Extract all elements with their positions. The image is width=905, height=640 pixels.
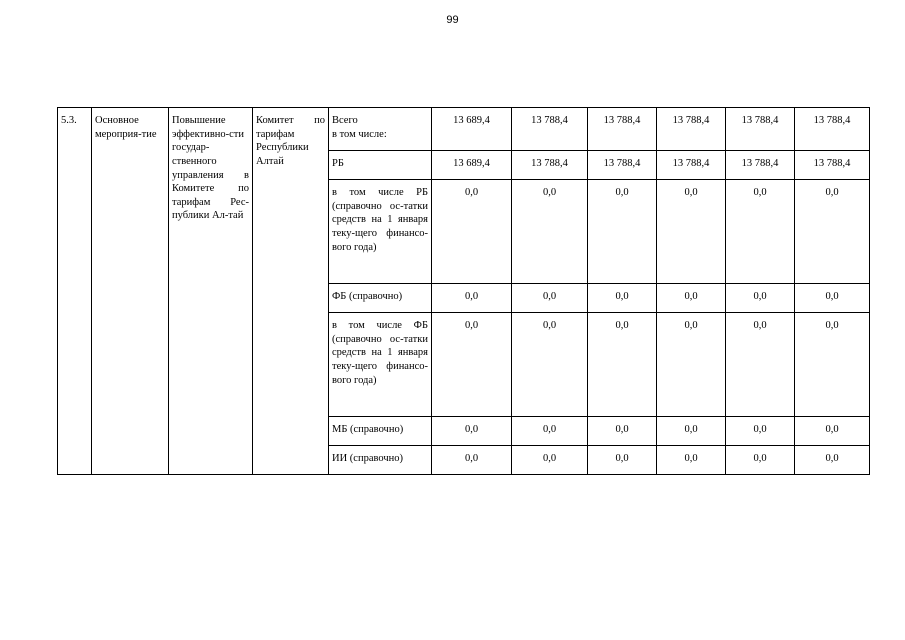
amount-cell bbox=[795, 284, 870, 313]
amount-cell bbox=[795, 151, 870, 180]
measure-type: Основное мероприя-тие bbox=[95, 115, 157, 140]
amount-cell bbox=[432, 417, 512, 446]
amount-value: 0,0 bbox=[615, 320, 629, 331]
amount-value: 0,0 bbox=[542, 320, 557, 331]
source-label: РБ bbox=[332, 158, 344, 169]
amount-value: 0,0 bbox=[542, 187, 557, 198]
amount-cell bbox=[726, 417, 795, 446]
amount-value: 13 788,4 bbox=[741, 115, 779, 126]
executor-cell bbox=[253, 108, 329, 475]
source-cell bbox=[329, 313, 432, 417]
amount-cell bbox=[512, 417, 588, 446]
amount-cell bbox=[432, 151, 512, 180]
amount-cell bbox=[512, 180, 588, 284]
amount-value: 13 788,4 bbox=[813, 115, 851, 126]
amount-value: 0,0 bbox=[753, 453, 767, 464]
amount-value: 0,0 bbox=[464, 453, 479, 464]
amount-value: 0,0 bbox=[684, 453, 698, 464]
amount-value: 0,0 bbox=[825, 187, 839, 198]
amount-value: 0,0 bbox=[825, 320, 839, 331]
amount-value: 0,0 bbox=[753, 424, 767, 435]
amount-value: 0,0 bbox=[684, 424, 698, 435]
table-row bbox=[58, 108, 870, 151]
amount-cell bbox=[588, 180, 657, 284]
amount-cell bbox=[795, 446, 870, 475]
source-label: ФБ (справочно) bbox=[332, 291, 403, 302]
amount-value: 0,0 bbox=[753, 320, 767, 331]
amount-value: 0,0 bbox=[464, 291, 479, 302]
amount-value: 0,0 bbox=[684, 320, 698, 331]
amount-value: 0,0 bbox=[753, 291, 767, 302]
amount-value: 0,0 bbox=[542, 453, 557, 464]
amount-value: 0,0 bbox=[542, 424, 557, 435]
amount-cell bbox=[512, 108, 588, 151]
source-label: в том числе РБ (справочно ос-татки средств на 1 января теку-щего финансо-вого года) bbox=[332, 187, 428, 253]
amount-value: 13 788,4 bbox=[531, 115, 568, 126]
amount-cell bbox=[512, 151, 588, 180]
amount-cell bbox=[657, 151, 726, 180]
amount-value: 13 689,4 bbox=[453, 115, 490, 126]
amount-cell bbox=[795, 180, 870, 284]
row-number: 5.3. bbox=[61, 115, 77, 126]
amount-cell bbox=[432, 284, 512, 313]
amount-value: 0,0 bbox=[825, 424, 839, 435]
source-cell bbox=[329, 151, 432, 180]
amount-cell bbox=[726, 108, 795, 151]
measure-type-cell bbox=[92, 108, 169, 475]
amount-cell bbox=[657, 180, 726, 284]
amount-cell bbox=[432, 180, 512, 284]
amount-value: 0,0 bbox=[825, 453, 839, 464]
amount-value: 0,0 bbox=[542, 291, 557, 302]
amount-value: 13 788,4 bbox=[672, 115, 710, 126]
amount-cell bbox=[795, 417, 870, 446]
amount-value: 13 788,4 bbox=[603, 115, 641, 126]
amount-cell bbox=[432, 446, 512, 475]
amount-value: 13 788,4 bbox=[672, 158, 710, 169]
amount-cell bbox=[726, 284, 795, 313]
amount-value: 0,0 bbox=[464, 187, 479, 198]
amount-value: 13 689,4 bbox=[453, 158, 490, 169]
amount-cell bbox=[726, 180, 795, 284]
amount-value: 0,0 bbox=[825, 291, 839, 302]
amount-value: 0,0 bbox=[684, 187, 698, 198]
amount-value: 13 788,4 bbox=[813, 158, 851, 169]
measure-name-cell bbox=[169, 108, 253, 475]
source-cell bbox=[329, 417, 432, 446]
amount-value: 13 788,4 bbox=[531, 158, 568, 169]
amount-cell bbox=[657, 284, 726, 313]
row-number-cell bbox=[58, 108, 92, 475]
amount-value: 0,0 bbox=[464, 320, 479, 331]
amount-cell bbox=[726, 313, 795, 417]
source-cell bbox=[329, 180, 432, 284]
amount-cell bbox=[512, 446, 588, 475]
source-label: в том числе ФБ (справочно ос-татки средств на 1 января теку-щего финансо-вого года) bbox=[332, 320, 428, 386]
measure-name: Повышение эффективно-сти государ-ственного управления в Комитете по тарифам Рес-публики Ал-тай bbox=[172, 115, 249, 222]
page-number: 99 bbox=[446, 14, 459, 26]
source-label: ИИ (справочно) bbox=[332, 453, 403, 464]
funding-table bbox=[57, 107, 870, 475]
amount-cell bbox=[795, 108, 870, 151]
amount-value: 13 788,4 bbox=[741, 158, 779, 169]
amount-cell bbox=[657, 108, 726, 151]
amount-value: 13 788,4 bbox=[603, 158, 641, 169]
amount-cell bbox=[512, 284, 588, 313]
amount-cell bbox=[657, 446, 726, 475]
amount-value: 0,0 bbox=[753, 187, 767, 198]
amount-cell bbox=[588, 313, 657, 417]
amount-cell bbox=[726, 151, 795, 180]
amount-cell bbox=[588, 417, 657, 446]
amount-cell bbox=[726, 446, 795, 475]
amount-value: 0,0 bbox=[615, 291, 629, 302]
amount-cell bbox=[588, 446, 657, 475]
amount-cell bbox=[657, 313, 726, 417]
source-label: Всего в том числе: bbox=[332, 115, 387, 140]
source-label: МБ (справочно) bbox=[332, 424, 404, 435]
source-cell bbox=[329, 284, 432, 313]
amount-value: 0,0 bbox=[615, 187, 629, 198]
amount-cell bbox=[795, 313, 870, 417]
executor-name: Комитет по тарифам Республики Алтай bbox=[256, 115, 325, 167]
amount-value: 0,0 bbox=[615, 453, 629, 464]
amount-cell bbox=[588, 108, 657, 151]
amount-cell bbox=[432, 313, 512, 417]
amount-cell bbox=[588, 284, 657, 313]
amount-value: 0,0 bbox=[615, 424, 629, 435]
amount-cell bbox=[588, 151, 657, 180]
source-cell bbox=[329, 108, 432, 151]
amount-value: 0,0 bbox=[684, 291, 698, 302]
amount-cell bbox=[657, 417, 726, 446]
amount-value: 0,0 bbox=[464, 424, 479, 435]
amount-cell bbox=[432, 108, 512, 151]
source-cell bbox=[329, 446, 432, 475]
amount-cell bbox=[512, 313, 588, 417]
